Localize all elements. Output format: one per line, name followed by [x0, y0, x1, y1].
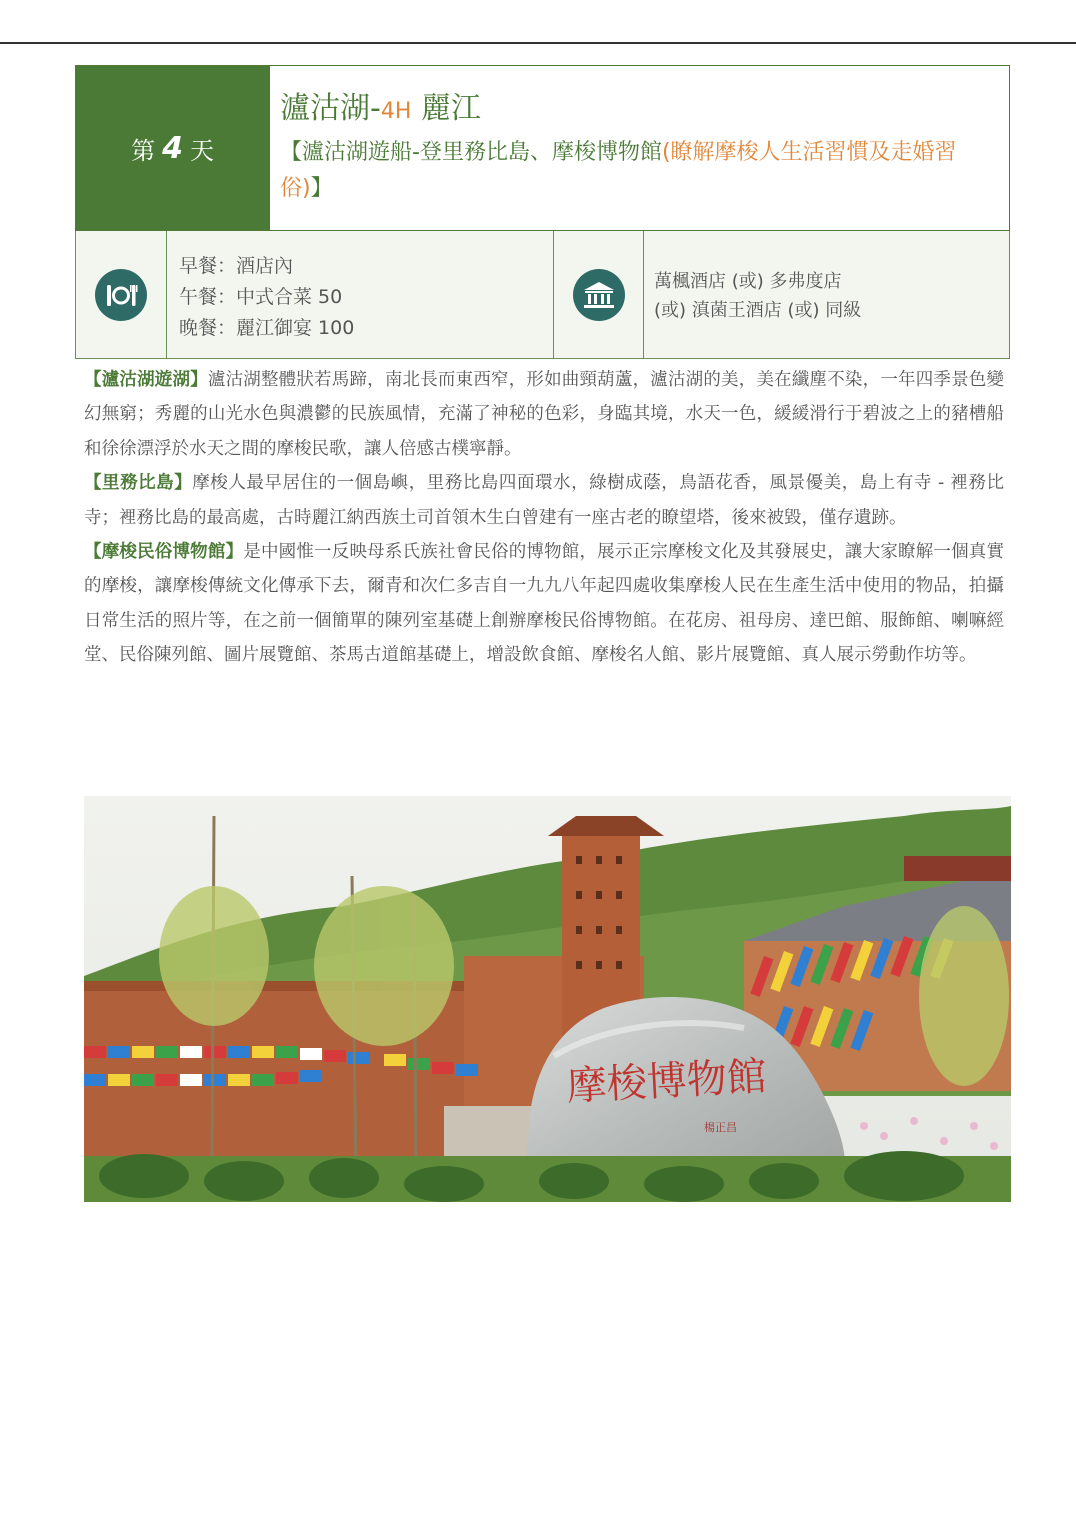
- title-cell: [270, 66, 1009, 230]
- meal-icon-cell: [76, 231, 167, 358]
- rock-inscription: 摩梭博物館: [565, 1053, 768, 1111]
- hotel-line-2: (或) 滇菌王酒店 (或) 同級: [654, 300, 862, 321]
- day-subtitle: [280, 135, 995, 207]
- subtitle-close: 】: [310, 176, 333, 201]
- meals-cell: [167, 231, 554, 358]
- day-suffix: 天: [189, 136, 215, 165]
- hotel-line-1: 萬楓酒店 (或) 多弗度店: [654, 271, 842, 292]
- restaurant-icon: [95, 269, 147, 321]
- info-row: [75, 231, 1010, 359]
- day-prefix: 第: [131, 136, 157, 165]
- itinerary-text: [84, 363, 1004, 673]
- hotels-cell: [644, 231, 1009, 358]
- hotel-icon-cell: [554, 231, 644, 358]
- section-title: 【瀘沽湖遊湖】: [84, 370, 208, 390]
- section-island: [84, 466, 1004, 535]
- section-title: 【里務比島】: [84, 473, 193, 494]
- section-text: 摩梭人最早居住的一個島嶼，里務比島四面環水，綠樹成蔭，鳥語花香，風景優美，島上有寺 - 裡務比寺；裡務比島的最高處，古時麗江納西族土司首領木生白曾建有一座古老的瞭望塔，後來被毀，僅存遺跡。: [84, 473, 1005, 528]
- section-lake-tour: [84, 363, 1004, 466]
- day-label: [76, 66, 270, 230]
- section-text: 瀘沽湖整體狀若馬蹄，南北長而東西窄，形如曲頸葫蘆，瀘沽湖的美，美在纖塵不染，一年四季景色變幻無窮；秀麗的山光水色與濃鬱的民族風情，充滿了神秘的色彩，身臨其境，水天一色，緩緩滑行于碧波之上的豬槽船和徐徐漂浮於水天之間的摩梭民歌，讓人倍感古樸寧靜。: [84, 370, 1004, 459]
- route-duration: 4H: [380, 99, 412, 124]
- rock-signature: 楊正昌: [704, 1121, 737, 1134]
- route-to: 麗江: [411, 91, 481, 126]
- section-museum: [84, 535, 1004, 673]
- dinner: 晚餐：麗江御宴 100: [179, 317, 355, 339]
- route-title: [280, 90, 995, 131]
- route-from: 瀘沽湖-: [280, 91, 381, 126]
- building-icon: [573, 269, 625, 321]
- museum-photo: [84, 796, 1011, 1202]
- day-number: 4: [162, 130, 184, 166]
- day-header: [75, 65, 1010, 231]
- breakfast: 早餐：酒店內: [179, 255, 294, 277]
- section-text: 是中國惟一反映母系氏族社會民俗的博物館，展示正宗摩梭文化及其發展史，讓大家瞭解一個真實的摩梭，讓摩梭傳統文化傳承下去，爾青和次仁多吉自一九九八年起四處收集摩梭人民在生產生活中使用的物品，拍攝日常生活的照片等，在之前一個簡單的陳列室基礎上創辦摩梭民俗博物館。在花房、祖母房、達巴館、服飾館、喇嘛經堂、民俗陳列館、圖片展覽館、茶馬古道館基礎上，增設飲食館、摩梭名人館、影片展覽館、真人展示勞動作坊等。: [84, 542, 1004, 666]
- lunch: 午餐：中式合菜 50: [179, 286, 343, 308]
- subtitle-main: 【瀘沽湖遊船-登里務比島、摩梭博物館: [280, 140, 662, 165]
- section-title: 【摩梭民俗博物館】: [84, 542, 244, 563]
- top-rule: [0, 42, 1076, 44]
- subtitle-note: (瞭解摩梭人生活習慣及走婚習俗): [280, 140, 957, 201]
